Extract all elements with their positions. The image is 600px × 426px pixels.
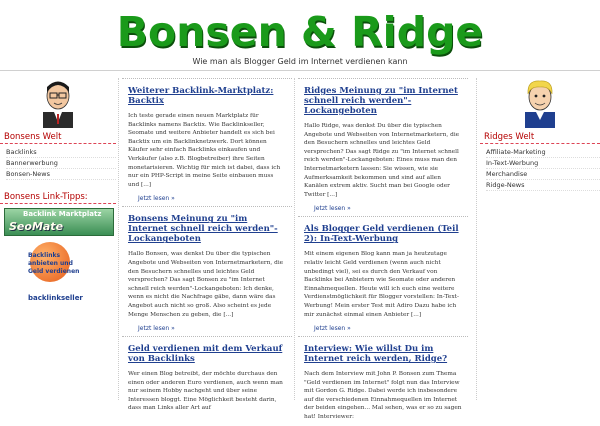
left-sidebar-heading: Bonsens Welt [0,132,116,144]
sidebar-link-in-text-werbung[interactable]: In-Text-Werbung [486,158,600,169]
post-title[interactable]: Interview: Wie willst Du im Internet reich werden, Ridge? [304,344,448,365]
seomate-banner-top: Backlink Marktplatz [23,210,102,218]
post-excerpt: Nach dem Interview mit John P. Bonsen zum Thema "Geld verdienen im Internet" folgt nun das Interview mit Gordon G. Ridge. Dabei werde ich insbesondere auf die verschiedenen Einnahmequellen im Internet der beiden eingehen... Mal sehen, was er so zu sagen hat! Interviewer: [304,371,462,421]
seomate-banner-logo: SeoMate [9,220,64,233]
post-title[interactable]: Als Blogger Geld verdienen (Teil 2): In-Text-Werbung [304,224,459,245]
sidebar-link-ridge-news[interactable]: Ridge-News [486,180,600,191]
post-title[interactable]: Geld verdienen mit dem Verkauf von Backlinks [128,344,283,365]
bonsen-avatar-icon [39,78,77,128]
ridge-avatar-icon [521,78,559,128]
left-sidebar-links [0,147,116,180]
post-excerpt: Hallo Ridge, was denkst Du über die typischen Angebote und Webseiten von Internetmarketern, die den Besuchern schnelles und leichtes Geld versprechen? Das sagt Ridge zu "im Internet schnell reich werden"-Lockangeboten: Eines muss man den Internetmarketern lassen: Sie wissen, wie sie Aufmerksamkeit bekommen und sind auf allen Kanälen extrem aktiv. Sucht man bei Google oder Twitter [...] [304,123,460,198]
read-more-link[interactable]: Jetzt lesen » [138,325,175,333]
backlinkseller-banner-text: Backlinks anbieten und Geld verdienen [28,252,80,275]
right-sidebar-heading: Ridges Welt [480,132,600,144]
post-title[interactable]: Ridges Meinung zu "im Internet schnell reich werden"-Lockangeboten [304,86,458,116]
post-item [298,216,468,332]
read-more-link[interactable]: Jetzt lesen » [314,325,351,333]
post-excerpt: Mit einem eigenen Blog kann man ja heutzutage relativ leicht Geld verdienen (wenn auch nicht unbedingt viel), sei es durch den Verkauf von Backlinks bei Anbietern wie Seomate oder anderen Einnahmequellen. Heute will ich euch eine weitere Verdienstmöglichkeit für Blogger vorstellen: In-Text-Werbung! Mein erster Test mit Adiro Dazu habe ich mir zunächst einmal einen Anbieter [...] [304,251,459,318]
link-tips-heading: Bonsens Link-Tipps: [0,192,116,204]
post-excerpt: Hallo Bonsen, was denkst Du über die typischen Angebote und Webseiten von Internetmarketern, die den Besuchern schnelles und leichtes Geld versprechen? Das sagt Bonsen zu "im Internet schnell reich werden"-Lockangeboten: Ich denke, wenn es nicht die Nachfrage gäbe, dann wäre das Angebot auch nicht so groß. Also scheint es jede Menge Menschen zu geben, die [...] [128,251,284,318]
sidebar-link-bonsen-news[interactable]: Bonsen-News [6,169,116,180]
site-title[interactable]: Bonsen & Ridge [116,8,484,56]
column-divider [294,78,295,400]
sidebar-link-merchandise[interactable]: Merchandise [486,169,600,180]
post-item [122,336,292,413]
post-title[interactable]: Bonsens Meinung zu "im Internet schnell reich werden"-Lockangeboten [128,214,278,245]
backlinkseller-logo: backlinkseller [28,294,83,302]
backlinkseller-banner[interactable] [26,240,94,308]
read-more-link[interactable]: Jetzt lesen » [138,195,175,203]
post-item [298,336,468,422]
sidebar-link-bannerwerbung[interactable]: Bannerwerbung [6,158,116,169]
post-excerpt: Ich teste gerade einen neuen Marktplatz für Backlinks namens Backtix. Wie Backlinkseller, Seomate und weitere Anbieter handelt es sich bei Backtix um ein Backlinknetzwerk. Dort können Käufer sehr einfach Backlinks einkaufen und Verkäufer (also z.B. Blogbetreiber) ihre Seiten monetarisieren. Wichtig für mich ist dabei, dass ich nur ein PHP-Script in meine Seite einbauen muss und [...] [128,113,281,188]
site-header [0,0,600,72]
sidebar-link-backlinks[interactable]: Backlinks [6,147,116,158]
post-item [298,78,468,212]
posts-column-2 [298,78,468,426]
post-title[interactable]: Weiterer Backlink-Marktplatz: Backtix [128,86,274,106]
post-item [122,78,292,202]
posts-column-1 [122,78,292,417]
post-excerpt: Wer einen Blog betreibt, der möchte durchaus den einen oder anderen Euro verdienen, auch wenn man nur seinem Hobby nachgeht und über seine Interessen bloggt. Eine Möglichkeit besteht darin, dass man Links aller Art auf [128,371,283,412]
column-divider [118,78,119,400]
seomate-banner[interactable] [4,208,114,236]
left-sidebar [0,78,116,308]
read-more-link[interactable]: Jetzt lesen » [314,205,351,213]
right-sidebar-links [480,147,600,191]
header-divider [0,70,600,71]
post-item [122,206,292,332]
site-tagline: Wie man als Blogger Geld im Internet verdienen kann [192,57,408,66]
right-sidebar [480,78,600,191]
sidebar-link-affiliate-marketing[interactable]: Affiliate-Marketing [486,147,600,158]
column-divider [476,78,477,400]
